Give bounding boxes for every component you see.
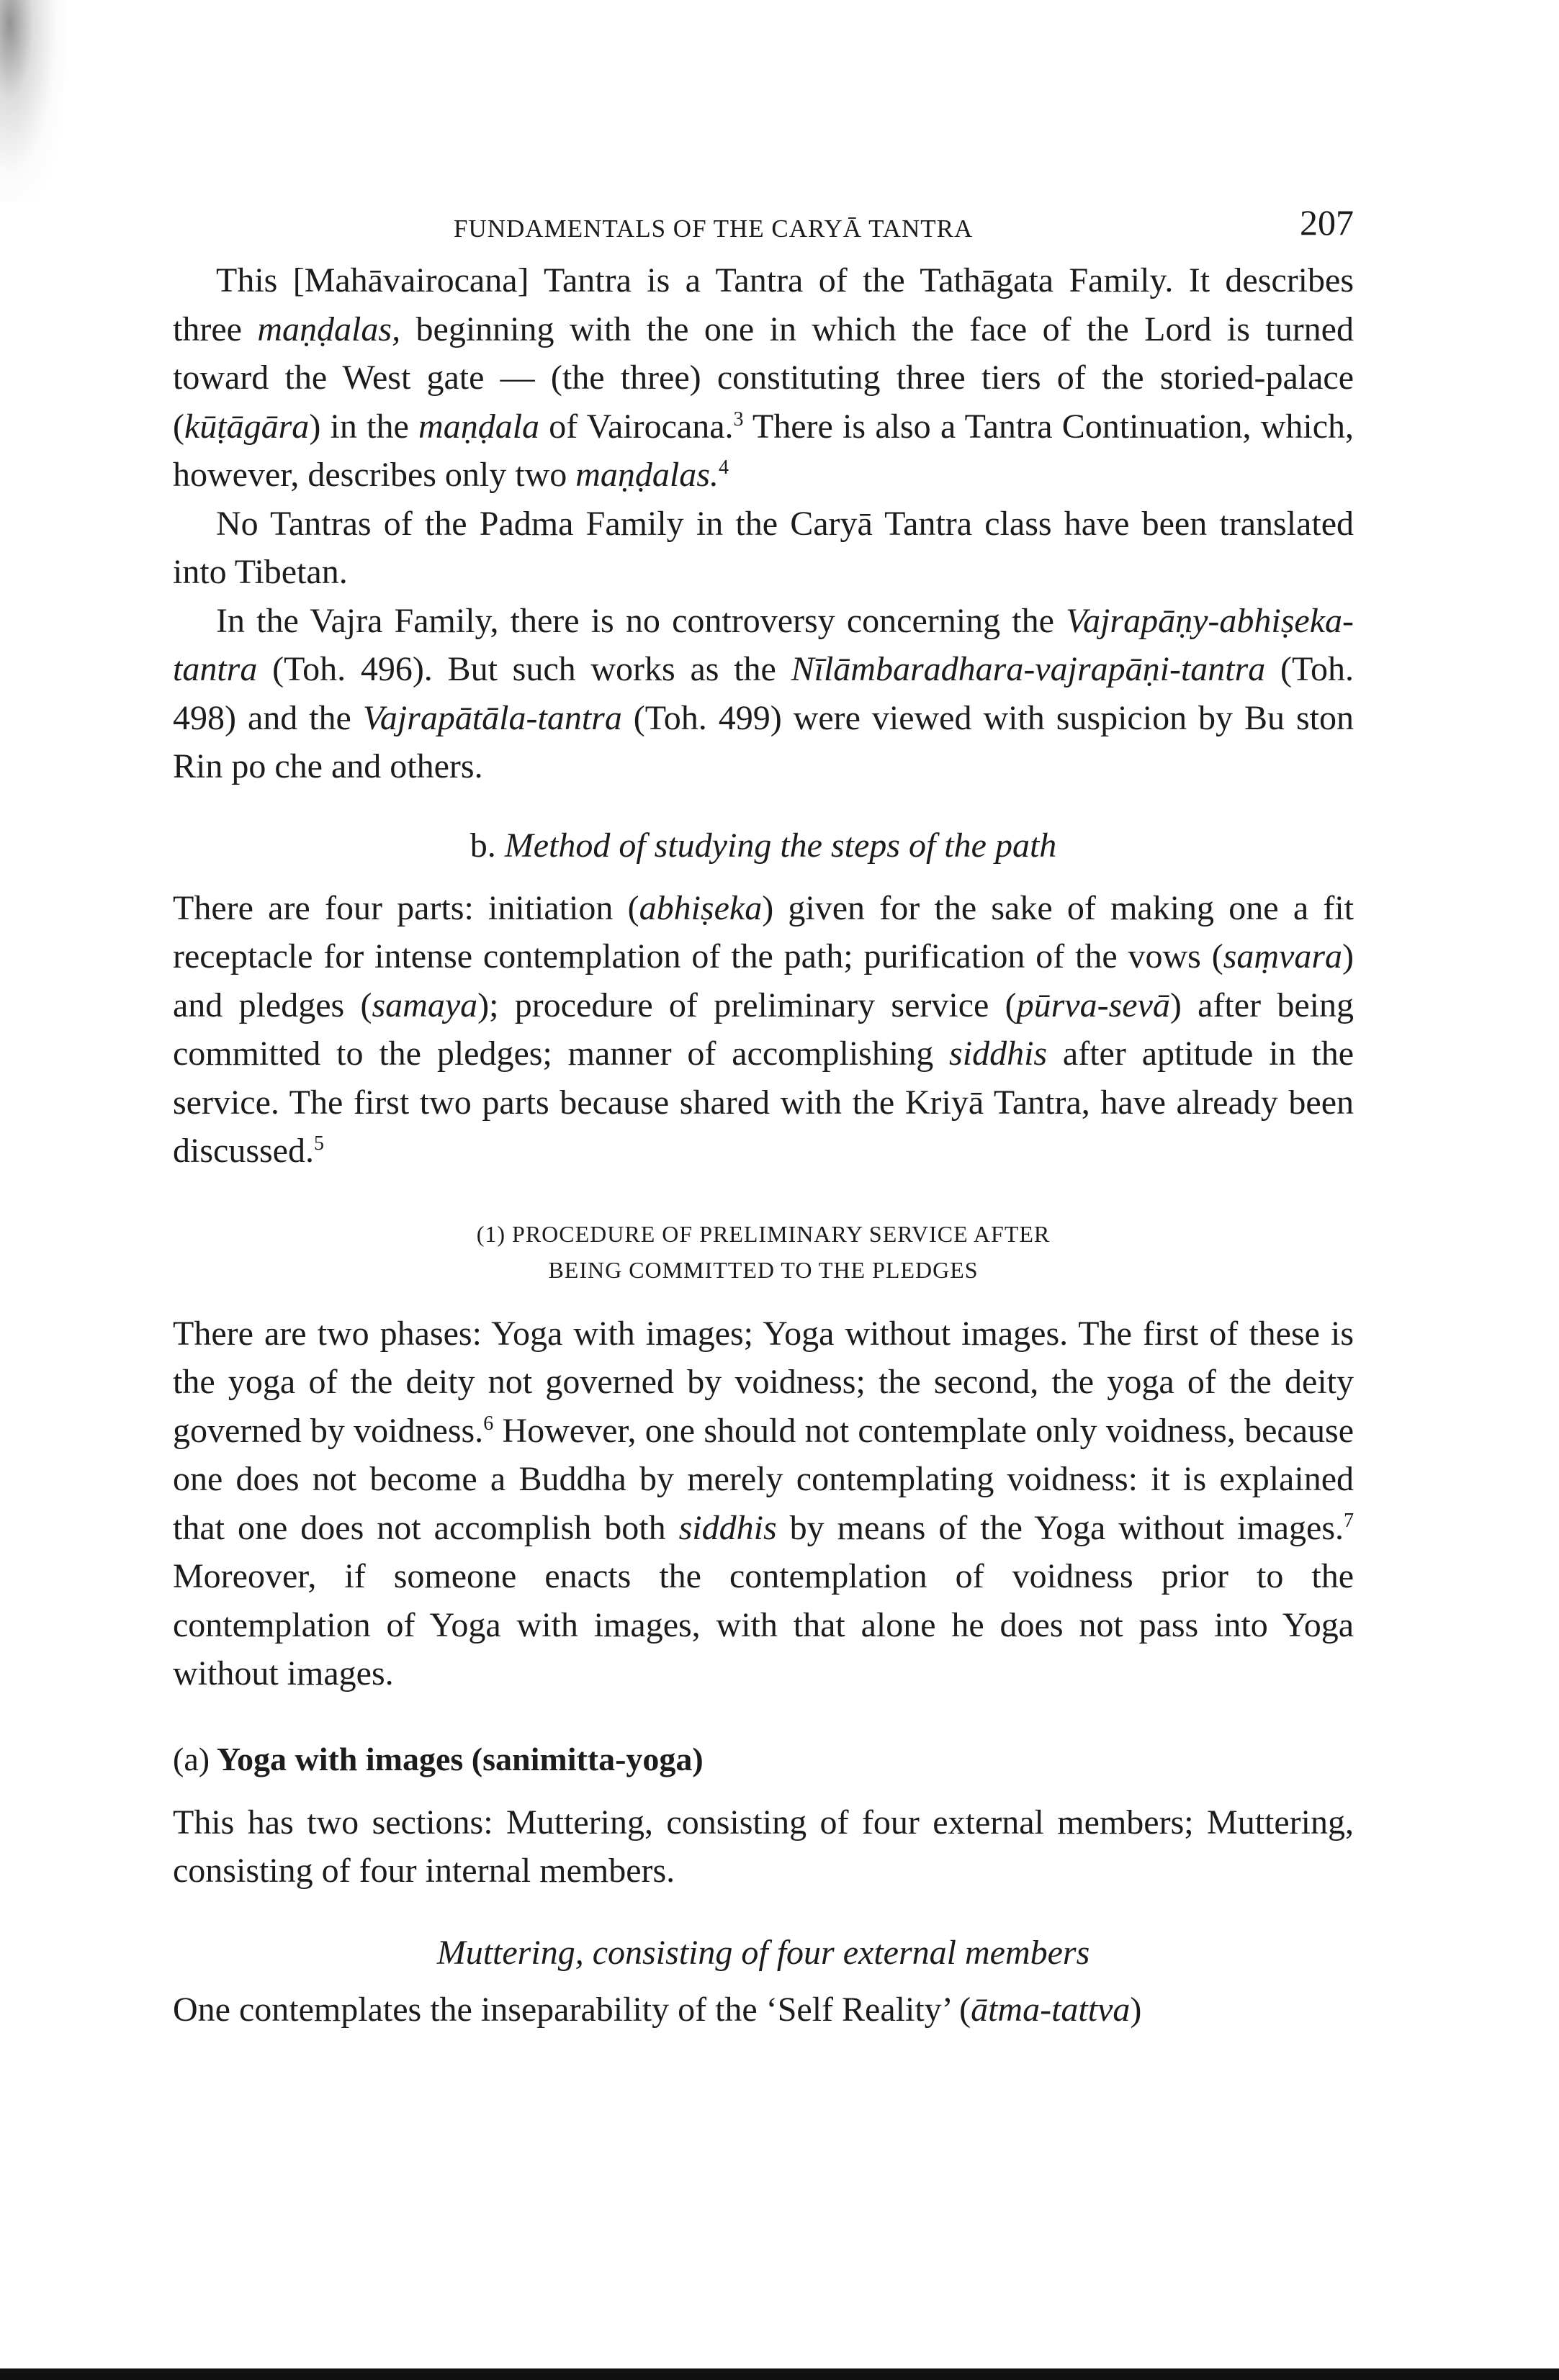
footnote-ref-4: 4 (718, 456, 729, 479)
paragraph-one-contemplates: One contemplates the inseparability of the ‘Self Reality’ (ātma-tattva) (173, 1990, 1142, 2029)
term-mandalas-2: maṇḍalas. (575, 456, 719, 494)
term-samvara: saṃvara (1223, 937, 1343, 975)
term-kutagara: kūṭāgāra (184, 407, 310, 446)
paragraph-mahavairocana: This [Mahāvairocana] Tantra is a Tantra of the Tathāgata Family. It describes three maṇḍalas, beginning with the one in which the face of the Lord is turned toward the West gate — (the three) constituting three tiers of the storied-palace (kūṭāgāra) in the maṇḍala of Vairocana.$^3$ There is also a Tantra Continuation, which, however, describes only two maṇḍalas.$^4$ (173, 261, 1354, 494)
footnote-ref-7: 7 (1344, 1509, 1354, 1532)
subsection-heading-a: (a) Yoga with images (sanimitta-yoga) (173, 1740, 704, 1777)
paragraph-vajra-family: In the Vajra Family, there is no controversy concerning the Vajrapāṇy-abhiṣeka-tantra (Toh. 496). But such works as the Nīlāmbaradhara-vajrapāṇi-tantra (Toh. 498) and the Vajrapātāla-tantra (Toh. 499) were viewed with suspicion by Bu ston Rin po che and others. (173, 601, 1354, 785)
scan-smudge (0, 0, 65, 202)
title-vajrapatala-tantra: Vajrapātāla-tantra (362, 698, 622, 737)
subsection-heading-1 (173, 1216, 1354, 1288)
running-head (173, 194, 1354, 252)
subsection-heading-1-line2: BEING COMMITTED TO THE PLEDGES (548, 1256, 979, 1283)
term-siddhis: siddhis (949, 1035, 1048, 1073)
scan-bottom-edge (0, 2368, 1559, 2380)
paragraph-two-phases: There are two phases: Yoga with images; Yoga without images. The first of these is the yoga of the deity not governed by voidness; the second, the yoga of the deity governed by voidness.$^6$ However, one should not contemplate only voidness, because one does not become a Buddha by merely contemplating voidness: it is explained that one does not accomplish both siddhis by means of the Yoga without images.$^7$ Moreover, if someone enacts the contemplation of voidness prior to the contemplation of Yoga with images, with that alone he does not pass into Yoga without images. (173, 1314, 1354, 1692)
section-heading-b: b. Method of studying the steps of the path (470, 826, 1057, 865)
subsection-heading-1-line1: (1) PROCEDURE OF PRELIMINARY SERVICE AFTER (476, 1220, 1051, 1247)
paragraph-two-sections: This has two sections: Muttering, consisting of four external members; Muttering, consisting of four internal members. (173, 1803, 1354, 1890)
term-siddhis-2: siddhis (678, 1508, 777, 1547)
page-number: 207 (1300, 202, 1354, 243)
footnote-ref-3: 3 (733, 407, 744, 431)
title-nilambaradhara-tantra: Nīlāmbaradhara-vajrapāṇi-tantra (791, 650, 1266, 688)
footnote-ref-6: 6 (483, 1412, 494, 1435)
term-purva-seva: pūrva-sevā (1016, 986, 1170, 1024)
paragraph-four-parts: There are four parts: initiation (abhiṣeka) given for the sake of making one a fit receptacle for intense contemplation of the path; purification of the vows (saṃvara) and pledges (samaya); procedure of preliminary service (pūrva-sevā) after being committed to the pledges; manner of accomplishing siddhis after aptitude in the service. The first two parts because shared with the Kriyā Tantra, have already been discussed.$^5$ (173, 888, 1354, 1170)
footnote-ref-5: 5 (313, 1132, 324, 1155)
term-atma-tattva: ātma-tattva (971, 1990, 1131, 2029)
term-mandalas: maṇḍalas, (257, 310, 401, 348)
running-title: FUNDAMENTALS OF THE CARYĀ TANTRA (454, 215, 974, 243)
title-vajrapany-abhiseka-tantra: Vajrapāṇy-abhiṣeka-tantra (173, 601, 1354, 688)
term-abhiseka: abhiṣeka (639, 888, 763, 927)
book-page (173, 194, 1354, 2034)
term-samaya: samaya (372, 986, 478, 1024)
term-mandala: maṇḍala (418, 407, 540, 446)
paragraph-padma-family: No Tantras of the Padma Family in the Caryā Tantra class have been translated into Tibetan. (173, 504, 1354, 591)
subsection-heading-muttering: Muttering, consisting of four external members (436, 1933, 1090, 1972)
